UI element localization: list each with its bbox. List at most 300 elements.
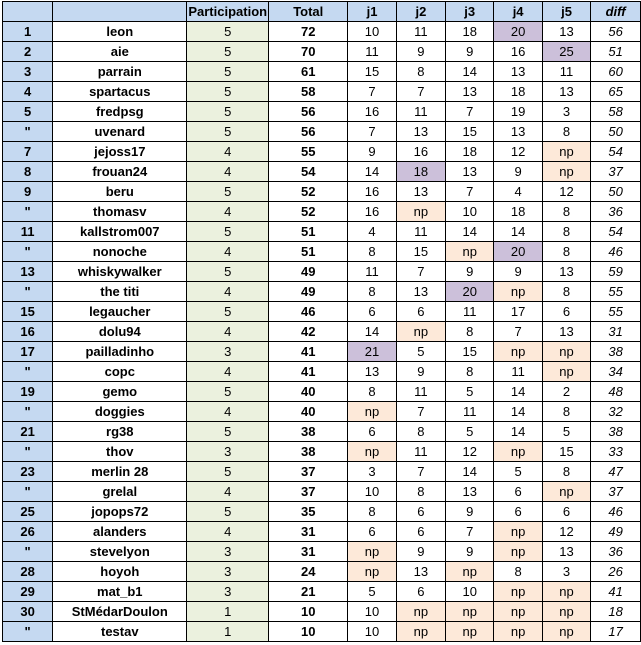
player-name-cell: hoyoh — [53, 562, 187, 582]
j2-cell: 11 — [396, 22, 445, 42]
j3-cell: 5 — [446, 382, 494, 402]
header-row — [3, 2, 641, 22]
j4-cell: 13 — [494, 122, 542, 142]
rank-cell: 2 — [3, 42, 53, 62]
j4-cell: 17 — [494, 302, 542, 322]
j3-cell: np — [446, 602, 494, 622]
diff-cell: 48 — [591, 382, 641, 402]
j5-cell: 8 — [542, 462, 590, 482]
diff-cell: 55 — [591, 302, 641, 322]
j1-cell: 8 — [348, 282, 396, 302]
j3-cell: 9 — [446, 42, 494, 62]
table-row — [3, 82, 641, 102]
total-cell: 70 — [269, 42, 348, 62]
j1-cell: 11 — [348, 42, 396, 62]
j2-cell: np — [396, 602, 445, 622]
j1-cell: 9 — [348, 142, 396, 162]
j1-cell: 16 — [348, 182, 396, 202]
rank-cell: 28 — [3, 562, 53, 582]
header-rank — [3, 2, 53, 22]
table-row — [3, 202, 641, 222]
total-cell: 21 — [269, 582, 348, 602]
j4-cell: np — [494, 342, 542, 362]
j3-cell: 14 — [446, 62, 494, 82]
player-name-cell: jopops72 — [53, 502, 187, 522]
participation-cell: 5 — [187, 62, 269, 82]
j5-cell: np — [542, 162, 590, 182]
j3-cell: 15 — [446, 342, 494, 362]
j1-cell: np — [348, 562, 396, 582]
j2-cell: 11 — [396, 382, 445, 402]
j1-cell: 14 — [348, 162, 396, 182]
j5-cell: 15 — [542, 442, 590, 462]
j3-cell: 9 — [446, 542, 494, 562]
diff-cell: 36 — [591, 542, 641, 562]
total-cell: 41 — [269, 342, 348, 362]
header-total: Total — [269, 2, 348, 22]
table-row — [3, 262, 641, 282]
j4-cell: 7 — [494, 322, 542, 342]
j5-cell: 13 — [542, 262, 590, 282]
table-row — [3, 542, 641, 562]
participation-cell: 1 — [187, 602, 269, 622]
diff-cell: 60 — [591, 62, 641, 82]
j5-cell: np — [542, 342, 590, 362]
rank-cell: 8 — [3, 162, 53, 182]
diff-cell: 50 — [591, 182, 641, 202]
total-cell: 42 — [269, 322, 348, 342]
j4-cell: 5 — [494, 462, 542, 482]
table-row — [3, 242, 641, 262]
j5-cell: np — [542, 602, 590, 622]
participation-cell: 4 — [187, 142, 269, 162]
j4-cell: 8 — [494, 562, 542, 582]
j4-cell: 20 — [494, 242, 542, 262]
total-cell: 37 — [269, 482, 348, 502]
player-name-cell: testav — [53, 622, 187, 642]
participation-cell: 1 — [187, 622, 269, 642]
j1-cell: 15 — [348, 62, 396, 82]
total-cell: 40 — [269, 402, 348, 422]
j4-cell: np — [494, 282, 542, 302]
participation-cell: 3 — [187, 542, 269, 562]
total-cell: 40 — [269, 382, 348, 402]
j3-cell: 7 — [446, 102, 494, 122]
j4-cell: 4 — [494, 182, 542, 202]
total-cell: 41 — [269, 362, 348, 382]
j2-cell: 13 — [396, 282, 445, 302]
j5-cell: 11 — [542, 62, 590, 82]
j1-cell: 3 — [348, 462, 396, 482]
player-name-cell: jejoss17 — [53, 142, 187, 162]
j1-cell: 8 — [348, 242, 396, 262]
j5-cell: 13 — [542, 82, 590, 102]
j5-cell: 12 — [542, 522, 590, 542]
j1-cell: 14 — [348, 322, 396, 342]
j4-cell: np — [494, 542, 542, 562]
j3-cell: 20 — [446, 282, 494, 302]
j4-cell: 13 — [494, 62, 542, 82]
j2-cell: 15 — [396, 242, 445, 262]
total-cell: 56 — [269, 122, 348, 142]
diff-cell: 31 — [591, 322, 641, 342]
header-j3: j3 — [446, 2, 494, 22]
j4-cell: np — [494, 582, 542, 602]
participation-cell: 5 — [187, 22, 269, 42]
j5-cell: np — [542, 362, 590, 382]
j1-cell: np — [348, 442, 396, 462]
player-name-cell: kallstrom007 — [53, 222, 187, 242]
j4-cell: 19 — [494, 102, 542, 122]
total-cell: 56 — [269, 102, 348, 122]
j3-cell: 7 — [446, 182, 494, 202]
j4-cell: 12 — [494, 142, 542, 162]
participation-cell: 3 — [187, 562, 269, 582]
table-row — [3, 422, 641, 442]
player-name-cell: dolu94 — [53, 322, 187, 342]
j2-cell: 16 — [396, 142, 445, 162]
ranking-table — [2, 1, 641, 642]
j5-cell: 8 — [542, 242, 590, 262]
diff-cell: 54 — [591, 142, 641, 162]
header-name — [53, 2, 187, 22]
participation-cell: 5 — [187, 82, 269, 102]
rank-cell: 7 — [3, 142, 53, 162]
rank-cell: 15 — [3, 302, 53, 322]
total-cell: 58 — [269, 82, 348, 102]
rank-cell: " — [3, 122, 53, 142]
j2-cell: 18 — [396, 162, 445, 182]
diff-cell: 38 — [591, 422, 641, 442]
j3-cell: 8 — [446, 322, 494, 342]
player-name-cell: alanders — [53, 522, 187, 542]
rank-cell: 23 — [3, 462, 53, 482]
j5-cell: 8 — [542, 282, 590, 302]
table-row — [3, 22, 641, 42]
player-name-cell: rg38 — [53, 422, 187, 442]
j2-cell: 8 — [396, 482, 445, 502]
j3-cell: 13 — [446, 162, 494, 182]
j1-cell: 7 — [348, 82, 396, 102]
table-row — [3, 622, 641, 642]
rank-cell: " — [3, 362, 53, 382]
player-name-cell: legaucher — [53, 302, 187, 322]
j2-cell: 11 — [396, 222, 445, 242]
diff-cell: 56 — [591, 22, 641, 42]
j1-cell: 10 — [348, 482, 396, 502]
participation-cell: 4 — [187, 242, 269, 262]
j2-cell: 5 — [396, 342, 445, 362]
j3-cell: 18 — [446, 22, 494, 42]
j1-cell: 16 — [348, 202, 396, 222]
player-name-cell: copc — [53, 362, 187, 382]
j3-cell: 12 — [446, 442, 494, 462]
table-row — [3, 222, 641, 242]
player-name-cell: pailladinho — [53, 342, 187, 362]
table-row — [3, 502, 641, 522]
j4-cell: 14 — [494, 222, 542, 242]
j2-cell: 13 — [396, 122, 445, 142]
total-cell: 10 — [269, 622, 348, 642]
rank-cell: " — [3, 482, 53, 502]
rank-cell: " — [3, 282, 53, 302]
header-participation: Participation — [187, 2, 269, 22]
j2-cell: 7 — [396, 82, 445, 102]
j2-cell: 6 — [396, 502, 445, 522]
j1-cell: 6 — [348, 302, 396, 322]
j3-cell: 13 — [446, 82, 494, 102]
j5-cell: 6 — [542, 302, 590, 322]
participation-cell: 4 — [187, 522, 269, 542]
table-row — [3, 162, 641, 182]
j3-cell: 9 — [446, 502, 494, 522]
j2-cell: 11 — [396, 102, 445, 122]
diff-cell: 37 — [591, 482, 641, 502]
participation-cell: 5 — [187, 462, 269, 482]
j5-cell: 6 — [542, 502, 590, 522]
table-row — [3, 462, 641, 482]
j1-cell: 6 — [348, 522, 396, 542]
j4-cell: 6 — [494, 482, 542, 502]
j3-cell: 8 — [446, 362, 494, 382]
diff-cell: 59 — [591, 262, 641, 282]
total-cell: 54 — [269, 162, 348, 182]
participation-cell: 5 — [187, 122, 269, 142]
table-row — [3, 302, 641, 322]
j1-cell: 6 — [348, 422, 396, 442]
j3-cell: 14 — [446, 222, 494, 242]
j5-cell: np — [542, 482, 590, 502]
rank-cell: " — [3, 442, 53, 462]
rank-cell: 16 — [3, 322, 53, 342]
diff-cell: 50 — [591, 122, 641, 142]
diff-cell: 26 — [591, 562, 641, 582]
header-j5: j5 — [542, 2, 590, 22]
j2-cell: 6 — [396, 522, 445, 542]
j1-cell: 10 — [348, 22, 396, 42]
j2-cell: 6 — [396, 302, 445, 322]
j1-cell: 11 — [348, 262, 396, 282]
j5-cell: 8 — [542, 402, 590, 422]
table-row — [3, 362, 641, 382]
total-cell: 51 — [269, 222, 348, 242]
participation-cell: 3 — [187, 442, 269, 462]
rank-cell: 30 — [3, 602, 53, 622]
j2-cell: 9 — [396, 42, 445, 62]
j3-cell: 11 — [446, 302, 494, 322]
diff-cell: 17 — [591, 622, 641, 642]
table-row — [3, 402, 641, 422]
j1-cell: 13 — [348, 362, 396, 382]
j2-cell: np — [396, 202, 445, 222]
participation-cell: 4 — [187, 202, 269, 222]
j5-cell: 8 — [542, 222, 590, 242]
j3-cell: 13 — [446, 482, 494, 502]
rank-cell: 9 — [3, 182, 53, 202]
player-name-cell: thov — [53, 442, 187, 462]
total-cell: 52 — [269, 182, 348, 202]
diff-cell: 46 — [591, 502, 641, 522]
j2-cell: 9 — [396, 542, 445, 562]
diff-cell: 47 — [591, 462, 641, 482]
participation-cell: 5 — [187, 182, 269, 202]
table-row — [3, 522, 641, 542]
j2-cell: 13 — [396, 182, 445, 202]
player-name-cell: leon — [53, 22, 187, 42]
j5-cell: 5 — [542, 422, 590, 442]
j4-cell: 9 — [494, 262, 542, 282]
j4-cell: 14 — [494, 382, 542, 402]
header-diff: diff — [591, 2, 641, 22]
diff-cell: 37 — [591, 162, 641, 182]
participation-cell: 4 — [187, 402, 269, 422]
player-name-cell: doggies — [53, 402, 187, 422]
j2-cell: 9 — [396, 362, 445, 382]
rank-cell: 3 — [3, 62, 53, 82]
j2-cell: 7 — [396, 402, 445, 422]
j1-cell: 5 — [348, 582, 396, 602]
participation-cell: 5 — [187, 302, 269, 322]
j1-cell: 16 — [348, 102, 396, 122]
j5-cell: 3 — [542, 562, 590, 582]
participation-cell: 5 — [187, 502, 269, 522]
participation-cell: 5 — [187, 262, 269, 282]
j4-cell: 11 — [494, 362, 542, 382]
j5-cell: 8 — [542, 202, 590, 222]
j3-cell: 5 — [446, 422, 494, 442]
j1-cell: 10 — [348, 622, 396, 642]
j3-cell: 15 — [446, 122, 494, 142]
table-row — [3, 442, 641, 462]
j4-cell: 18 — [494, 202, 542, 222]
player-name-cell: spartacus — [53, 82, 187, 102]
j1-cell: np — [348, 402, 396, 422]
header-j2: j2 — [396, 2, 445, 22]
player-name-cell: grelal — [53, 482, 187, 502]
j5-cell: 25 — [542, 42, 590, 62]
player-name-cell: beru — [53, 182, 187, 202]
j4-cell: 18 — [494, 82, 542, 102]
j3-cell: 18 — [446, 142, 494, 162]
total-cell: 38 — [269, 442, 348, 462]
j1-cell: np — [348, 542, 396, 562]
rank-cell: 21 — [3, 422, 53, 442]
diff-cell: 46 — [591, 242, 641, 262]
j1-cell: 8 — [348, 502, 396, 522]
j4-cell: 20 — [494, 22, 542, 42]
player-name-cell: mat_b1 — [53, 582, 187, 602]
j5-cell: np — [542, 142, 590, 162]
diff-cell: 65 — [591, 82, 641, 102]
diff-cell: 18 — [591, 602, 641, 622]
table-row — [3, 582, 641, 602]
j5-cell: 13 — [542, 322, 590, 342]
player-name-cell: fredpsg — [53, 102, 187, 122]
j3-cell: np — [446, 562, 494, 582]
player-name-cell: the titi — [53, 282, 187, 302]
header-j4: j4 — [494, 2, 542, 22]
rank-cell: 19 — [3, 382, 53, 402]
j4-cell: 16 — [494, 42, 542, 62]
j5-cell: 13 — [542, 542, 590, 562]
player-name-cell: whiskywalker — [53, 262, 187, 282]
diff-cell: 55 — [591, 282, 641, 302]
player-name-cell: gemo — [53, 382, 187, 402]
total-cell: 24 — [269, 562, 348, 582]
j5-cell: 13 — [542, 22, 590, 42]
j5-cell: np — [542, 582, 590, 602]
j2-cell: 11 — [396, 442, 445, 462]
player-name-cell: nonoche — [53, 242, 187, 262]
j3-cell: np — [446, 622, 494, 642]
rank-cell: 25 — [3, 502, 53, 522]
j3-cell: 9 — [446, 262, 494, 282]
participation-cell: 4 — [187, 362, 269, 382]
table-row — [3, 382, 641, 402]
j5-cell: 2 — [542, 382, 590, 402]
participation-cell: 5 — [187, 102, 269, 122]
j3-cell: 7 — [446, 522, 494, 542]
participation-cell: 5 — [187, 222, 269, 242]
j4-cell: np — [494, 522, 542, 542]
rank-cell: " — [3, 242, 53, 262]
player-name-cell: uvenard — [53, 122, 187, 142]
j4-cell: 6 — [494, 502, 542, 522]
rank-cell: 29 — [3, 582, 53, 602]
participation-cell: 5 — [187, 422, 269, 442]
player-name-cell: thomasv — [53, 202, 187, 222]
j4-cell: np — [494, 602, 542, 622]
participation-cell: 4 — [187, 322, 269, 342]
participation-cell: 5 — [187, 382, 269, 402]
j2-cell: np — [396, 622, 445, 642]
rank-cell: 5 — [3, 102, 53, 122]
table-row — [3, 602, 641, 622]
j4-cell: 9 — [494, 162, 542, 182]
table-row — [3, 562, 641, 582]
total-cell: 31 — [269, 522, 348, 542]
diff-cell: 49 — [591, 522, 641, 542]
total-cell: 55 — [269, 142, 348, 162]
total-cell: 52 — [269, 202, 348, 222]
diff-cell: 32 — [591, 402, 641, 422]
j5-cell: 8 — [542, 122, 590, 142]
table-row — [3, 42, 641, 62]
diff-cell: 36 — [591, 202, 641, 222]
rank-cell: 17 — [3, 342, 53, 362]
j2-cell: 7 — [396, 262, 445, 282]
total-cell: 49 — [269, 262, 348, 282]
player-name-cell: frouan24 — [53, 162, 187, 182]
diff-cell: 33 — [591, 442, 641, 462]
j2-cell: 8 — [396, 422, 445, 442]
total-cell: 46 — [269, 302, 348, 322]
total-cell: 31 — [269, 542, 348, 562]
j2-cell: 13 — [396, 562, 445, 582]
j3-cell: 14 — [446, 462, 494, 482]
participation-cell: 5 — [187, 42, 269, 62]
total-cell: 49 — [269, 282, 348, 302]
table-row — [3, 342, 641, 362]
total-cell: 35 — [269, 502, 348, 522]
diff-cell: 54 — [591, 222, 641, 242]
rank-cell: " — [3, 202, 53, 222]
j3-cell: 10 — [446, 582, 494, 602]
rank-cell: 11 — [3, 222, 53, 242]
j2-cell: np — [396, 322, 445, 342]
total-cell: 51 — [269, 242, 348, 262]
table-row — [3, 122, 641, 142]
